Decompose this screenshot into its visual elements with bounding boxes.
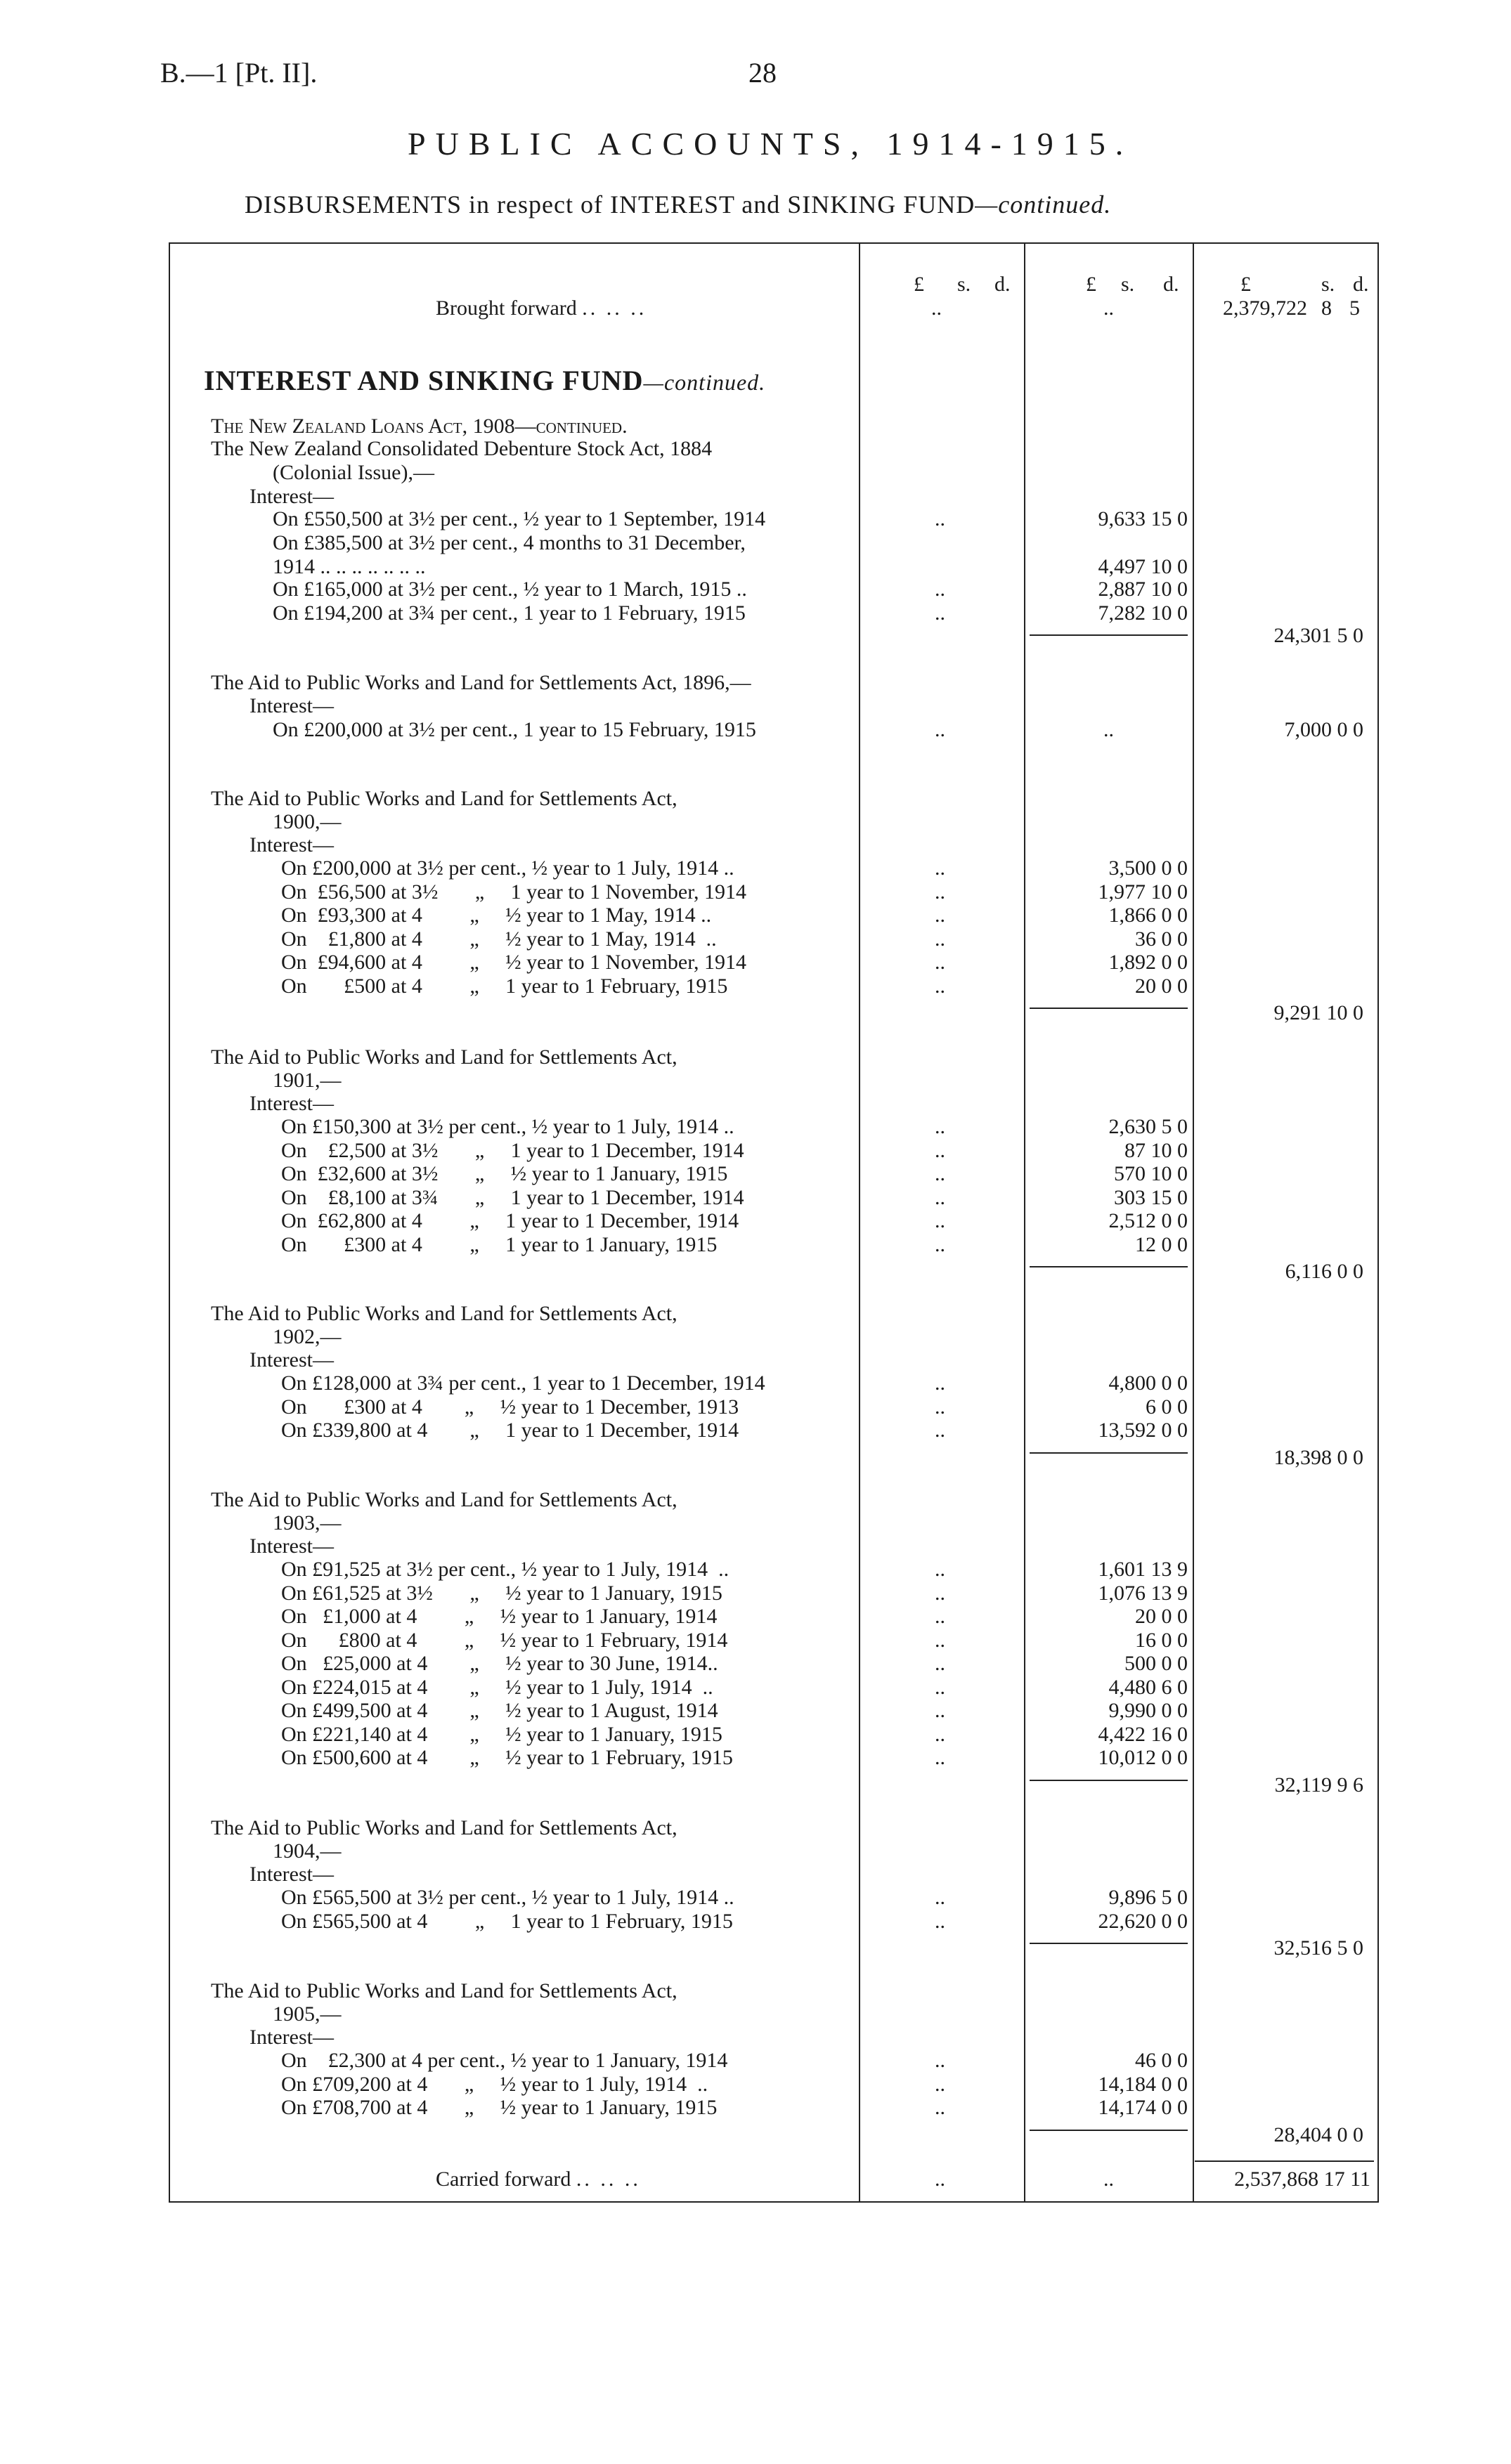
- carried-forward-label: [436, 2168, 641, 2191]
- act1901-item-text: On £2,500 at 3½ „ 1 year to 1 December, 1914: [281, 1138, 744, 1162]
- act1903-item-amount: 10,012 0 0: [1098, 1746, 1188, 1769]
- brought-forward-label: [436, 296, 647, 320]
- column-rule-2: [1024, 242, 1025, 2203]
- carried-forward-rule: [1195, 2160, 1374, 2162]
- act1896-dots-col1: ..: [935, 718, 945, 741]
- section-heading: [204, 364, 765, 397]
- act1903-interest-label: Interest—: [249, 1534, 334, 1558]
- act1901-item-text: On £300 at 4 „ 1 year to 1 January, 1915: [281, 1232, 718, 1256]
- act1904-item-amount: 22,620 0 0: [1098, 1909, 1188, 1933]
- stock-item-text: On £385,500 at 3½ per cent., 4 months to 31 December,: [273, 531, 746, 554]
- stock-item-text: On £194,200 at 3¾ per cent., 1 year to 1 February, 1915: [273, 601, 746, 625]
- act1905-interest-label: Interest—: [249, 2026, 334, 2049]
- act1900-subtotal-rule: [1030, 1008, 1188, 1009]
- act1903-item-text: On £1,000 at 4 „ ½ year to 1 January, 1914: [281, 1605, 718, 1628]
- page-number: 28: [748, 57, 777, 89]
- act1903-heading-year: 1903,—: [273, 1511, 342, 1534]
- act1900-item-amount: 36 0 0: [1135, 927, 1188, 951]
- act1904-interest-label: Interest—: [249, 1863, 334, 1886]
- act1900-item-text: On £93,300 at 4 „ ½ year to 1 May, 1914 ..: [281, 904, 712, 927]
- act1905-item-dots: ..: [935, 2072, 945, 2096]
- act1900-item-text: On £500 at 4 „ 1 year to 1 February, 1915: [281, 974, 728, 998]
- act1903-item-text: On £91,525 at 3½ per cent., ½ year to 1 July, 1914 ..: [281, 1558, 729, 1581]
- act1901-total: 6,116 0 0: [1285, 1260, 1363, 1283]
- act1904-heading-year: 1904,—: [273, 1839, 342, 1863]
- act1900-interest-label: Interest—: [249, 833, 334, 856]
- act1903-item-amount: 9,990 0 0: [1108, 1699, 1188, 1722]
- act1902-item-dots: ..: [935, 1371, 945, 1395]
- brought-forward-col1: ..: [931, 296, 942, 320]
- carried-forward-col2: ..: [1103, 2168, 1114, 2191]
- stock-item-amount: 2,887 10 0: [1098, 578, 1188, 601]
- act1901-item-dots: ..: [935, 1185, 945, 1209]
- stock-total: 24,301 5 0: [1273, 624, 1363, 647]
- act1901-item-amount: 303 15 0: [1114, 1185, 1188, 1209]
- act1900-item-amount: 3,500 0 0: [1108, 856, 1188, 880]
- act1905-item-text: On £709,200 at 4 „ ½ year to 1 July, 1914 ..: [281, 2072, 708, 2096]
- act1903-item-dots: ..: [935, 1699, 945, 1722]
- subtitle-continued: —continued.: [975, 190, 1112, 219]
- col3-shilling-header: s.: [1321, 273, 1335, 296]
- act1902-item-dots: ..: [935, 1395, 945, 1419]
- act1900-item-dots: ..: [935, 880, 945, 904]
- carried-forward-total: 2,537,868 17 11: [1234, 2168, 1370, 2191]
- act1904-item-text: On £565,500 at 3½ per cent., ½ year to 1 July, 1914 ..: [281, 1886, 734, 1909]
- stock-interest-label: Interest—: [249, 485, 334, 508]
- col3-pence-header: d.: [1353, 273, 1369, 296]
- page-reference: B.—1 [Pt. II].: [160, 57, 318, 89]
- col2-pound-header: £: [1086, 273, 1096, 296]
- act1901-item-dots: ..: [935, 1115, 945, 1138]
- act1903-heading: The Aid to Public Works and Land for Settlements Act,: [211, 1488, 677, 1511]
- act1905-item-text: On £708,700 at 4 „ ½ year to 1 January, 1915: [281, 2096, 718, 2119]
- act1903-item-dots: ..: [935, 1605, 945, 1628]
- act1902-interest-label: Interest—: [249, 1348, 334, 1371]
- act1902-item-text: On £300 at 4 „ ½ year to 1 December, 1913: [281, 1395, 739, 1419]
- act1903-item-amount: 4,480 6 0: [1108, 1675, 1188, 1699]
- act1900-item-text: On £94,600 at 4 „ ½ year to 1 November, 1914: [281, 951, 747, 974]
- act1901-item-amount: 12 0 0: [1135, 1232, 1188, 1256]
- col2-pence-header: d.: [1163, 273, 1179, 296]
- col1-pound-header: £: [914, 273, 924, 296]
- subtitle-text: DISBURSEMENTS in respect of INTEREST and SINKING FUND: [245, 190, 975, 219]
- brought-forward-dots: .. .. ..: [582, 296, 647, 320]
- act1901-item-text: On £32,600 at 3½ „ ½ year to 1 January, 1915: [281, 1162, 728, 1185]
- act1903-item-text: On £224,015 at 4 „ ½ year to 1 July, 1914 ..: [281, 1675, 713, 1699]
- act1905-item-dots: ..: [935, 2049, 945, 2072]
- col1-pence-header: d.: [994, 273, 1011, 296]
- col1-shilling-header: s.: [957, 273, 971, 296]
- col3-pound-header: £: [1240, 273, 1251, 296]
- act1903-item-dots: ..: [935, 1746, 945, 1769]
- act1903-item-amount: 16 0 0: [1135, 1628, 1188, 1652]
- stock-item-dots: ..: [935, 601, 945, 625]
- brought-forward-text: Brought forward: [436, 296, 577, 320]
- act1896-heading: The Aid to Public Works and Land for Settlements Act, 1896,—: [211, 671, 751, 694]
- table-top-rule: [169, 242, 1377, 244]
- brought-forward-total: 2,379,722: [1223, 296, 1307, 320]
- act1896-total: 7,000 0 0: [1284, 718, 1363, 741]
- act1900-item-amount: 1,977 10 0: [1098, 880, 1188, 904]
- act1903-item-text: On £499,500 at 4 „ ½ year to 1 August, 1914: [281, 1699, 718, 1722]
- act1903-total: 32,119 9 6: [1274, 1773, 1363, 1797]
- act1900-item-dots: ..: [935, 974, 945, 998]
- act1902-heading-year: 1902,—: [273, 1325, 342, 1348]
- column-rule-3: [1193, 242, 1194, 2203]
- act1900-item-text: On £1,800 at 4 „ ½ year to 1 May, 1914 ..: [281, 927, 717, 951]
- act1900-heading-year: 1900,—: [273, 810, 342, 833]
- act1904-subtotal-rule: [1030, 1943, 1188, 1944]
- act1901-item-amount: 2,630 5 0: [1108, 1115, 1188, 1138]
- table-right-rule: [1377, 242, 1379, 2203]
- act1900-item-amount: 1,866 0 0: [1108, 904, 1188, 927]
- act1901-item-dots: ..: [935, 1209, 945, 1232]
- act1905-item-amount: 14,184 0 0: [1098, 2072, 1188, 2096]
- act1903-item-text: On £221,140 at 4 „ ½ year to 1 January, 1915: [281, 1722, 722, 1746]
- stock-item-amount: 7,282 10 0: [1098, 601, 1188, 625]
- act1900-item-dots: ..: [935, 951, 945, 974]
- act1905-item-dots: ..: [935, 2096, 945, 2119]
- act1900-total: 9,291 10 0: [1273, 1001, 1363, 1024]
- stock-act-subtitle: (Colonial Issue),—: [273, 461, 434, 484]
- act1900-item-text: On £56,500 at 3½ „ 1 year to 1 November, 1914: [281, 880, 747, 904]
- section-heading-text: INTEREST AND SINKING FUND: [204, 365, 644, 396]
- stock-subtotal-rule: [1030, 634, 1188, 636]
- act1903-item-dots: ..: [935, 1652, 945, 1675]
- act1901-item-amount: 87 10 0: [1124, 1138, 1188, 1162]
- act1900-item-amount: 20 0 0: [1135, 974, 1188, 998]
- act1903-item-dots: ..: [935, 1581, 945, 1605]
- act1905-item-text: On £2,300 at 4 per cent., ½ year to 1 January, 1914: [281, 2049, 728, 2072]
- act1900-item-dots: ..: [935, 856, 945, 880]
- act1901-item-dots: ..: [935, 1232, 945, 1256]
- act1903-item-amount: 500 0 0: [1124, 1652, 1188, 1675]
- act1901-item-text: On £150,300 at 3½ per cent., ½ year to 1 July, 1914 ..: [281, 1115, 734, 1138]
- act1903-item-dots: ..: [935, 1558, 945, 1581]
- act-heading: The New Zealand Loans Act, 1908—continued.: [211, 415, 628, 438]
- stock-act-title: The New Zealand Consolidated Debenture Stock Act, 1884: [211, 437, 713, 460]
- act1904-item-amount: 9,896 5 0: [1108, 1886, 1188, 1909]
- column-rule-1: [859, 242, 860, 2203]
- act1901-item-text: On £62,800 at 4 „ 1 year to 1 December, 1914: [281, 1209, 739, 1232]
- act1900-item-amount: 1,892 0 0: [1108, 951, 1188, 974]
- col2-shilling-header: s.: [1121, 273, 1135, 296]
- act1903-item-amount: 4,422 16 0: [1098, 1722, 1188, 1746]
- stock-item-text: On £550,500 at 3½ per cent., ½ year to 1 September, 1914: [273, 507, 766, 530]
- act1901-heading-year: 1901,—: [273, 1069, 342, 1092]
- act1902-item-text: On £339,800 at 4 „ 1 year to 1 December, 1914: [281, 1419, 739, 1442]
- act1903-item-text: On £61,525 at 3½ „ ½ year to 1 January, 1915: [281, 1581, 722, 1605]
- act1903-item-text: On £500,600 at 4 „ ½ year to 1 February, 1915: [281, 1746, 733, 1769]
- act1900-item-dots: ..: [935, 904, 945, 927]
- act1900-item-dots: ..: [935, 927, 945, 951]
- act1902-item-amount: 4,800 0 0: [1108, 1371, 1188, 1395]
- act1902-item-amount: 6 0 0: [1146, 1395, 1188, 1419]
- stock-item-text: 1914 .. .. .. .. .. .. ..: [273, 555, 426, 578]
- act1896-item: On £200,000 at 3½ per cent., 1 year to 15 February, 1915: [273, 718, 756, 741]
- carried-forward-col1: ..: [935, 2168, 945, 2191]
- stock-item-amount: 9,633 15 0: [1098, 507, 1188, 530]
- act1905-subtotal-rule: [1030, 2130, 1188, 2131]
- act1902-heading: The Aid to Public Works and Land for Settlements Act,: [211, 1302, 677, 1325]
- act1901-heading: The Aid to Public Works and Land for Settlements Act,: [211, 1045, 677, 1069]
- act1903-item-dots: ..: [935, 1628, 945, 1652]
- act1903-item-amount: 1,601 13 9: [1098, 1558, 1188, 1581]
- act1900-heading: The Aid to Public Works and Land for Settlements Act,: [211, 787, 677, 810]
- act1902-item-dots: ..: [935, 1419, 945, 1442]
- act1901-subtotal-rule: [1030, 1266, 1188, 1267]
- brought-forward-pence: 5: [1349, 296, 1360, 320]
- table-bottom-rule: [169, 2201, 1377, 2203]
- section-heading-continued: —continued.: [643, 370, 766, 395]
- act1904-item-dots: ..: [935, 1886, 945, 1909]
- act1896-dots-col2: ..: [1103, 718, 1114, 741]
- act1903-item-amount: 1,076 13 9: [1098, 1581, 1188, 1605]
- act1905-heading: The Aid to Public Works and Land for Settlements Act,: [211, 1979, 677, 2002]
- act1903-item-text: On £800 at 4 „ ½ year to 1 February, 1914: [281, 1628, 728, 1652]
- act1901-interest-label: Interest—: [249, 1092, 334, 1115]
- act1904-total: 32,516 5 0: [1273, 1936, 1363, 1960]
- act1903-item-dots: ..: [935, 1722, 945, 1746]
- act1896-interest-label: Interest—: [249, 694, 334, 717]
- page-subtitle: [245, 190, 1111, 219]
- act1902-item-text: On £128,000 at 3¾ per cent., 1 year to 1 December, 1914: [281, 1371, 765, 1395]
- act1902-subtotal-rule: [1030, 1452, 1188, 1454]
- carried-forward-dots: .. .. ..: [576, 2168, 641, 2191]
- stock-item-dots: ..: [935, 578, 945, 601]
- act1901-item-dots: ..: [935, 1138, 945, 1162]
- act1903-item-amount: 20 0 0: [1135, 1605, 1188, 1628]
- act1901-item-text: On £8,100 at 3¾ „ 1 year to 1 December, 1914: [281, 1185, 744, 1209]
- act1901-item-amount: 2,512 0 0: [1108, 1209, 1188, 1232]
- brought-forward-shillings: 8: [1321, 296, 1332, 320]
- act1903-item-dots: ..: [935, 1675, 945, 1699]
- act1903-item-text: On £25,000 at 4 „ ½ year to 30 June, 1914..: [281, 1652, 718, 1675]
- act1902-total: 18,398 0 0: [1273, 1445, 1363, 1469]
- brought-forward-col2: ..: [1103, 296, 1114, 320]
- act1904-item-dots: ..: [935, 1909, 945, 1933]
- carried-forward-text: Carried forward: [436, 2168, 571, 2191]
- act1904-heading: The Aid to Public Works and Land for Settlements Act,: [211, 1816, 677, 1839]
- act1905-total: 28,404 0 0: [1273, 2123, 1363, 2146]
- act1901-item-dots: ..: [935, 1162, 945, 1185]
- table-left-rule: [169, 242, 170, 2203]
- stock-item-text: On £165,000 at 3½ per cent., ½ year to 1 March, 1915 ..: [273, 578, 747, 601]
- stock-item-amount: 4,497 10 0: [1098, 555, 1188, 578]
- act1900-item-text: On £200,000 at 3½ per cent., ½ year to 1 July, 1914 ..: [281, 856, 734, 880]
- act1902-item-amount: 13,592 0 0: [1098, 1419, 1188, 1442]
- act1905-item-amount: 14,174 0 0: [1098, 2096, 1188, 2119]
- act1905-heading-year: 1905,—: [273, 2002, 342, 2026]
- page-title: PUBLIC ACCOUNTS, 1914-1915.: [408, 126, 1134, 162]
- act1904-item-text: On £565,500 at 4 „ 1 year to 1 February, 1915: [281, 1909, 733, 1933]
- act1905-item-amount: 46 0 0: [1135, 2049, 1188, 2072]
- act1903-subtotal-rule: [1030, 1780, 1188, 1781]
- stock-item-dots: ..: [935, 507, 945, 530]
- act1901-item-amount: 570 10 0: [1114, 1162, 1188, 1185]
